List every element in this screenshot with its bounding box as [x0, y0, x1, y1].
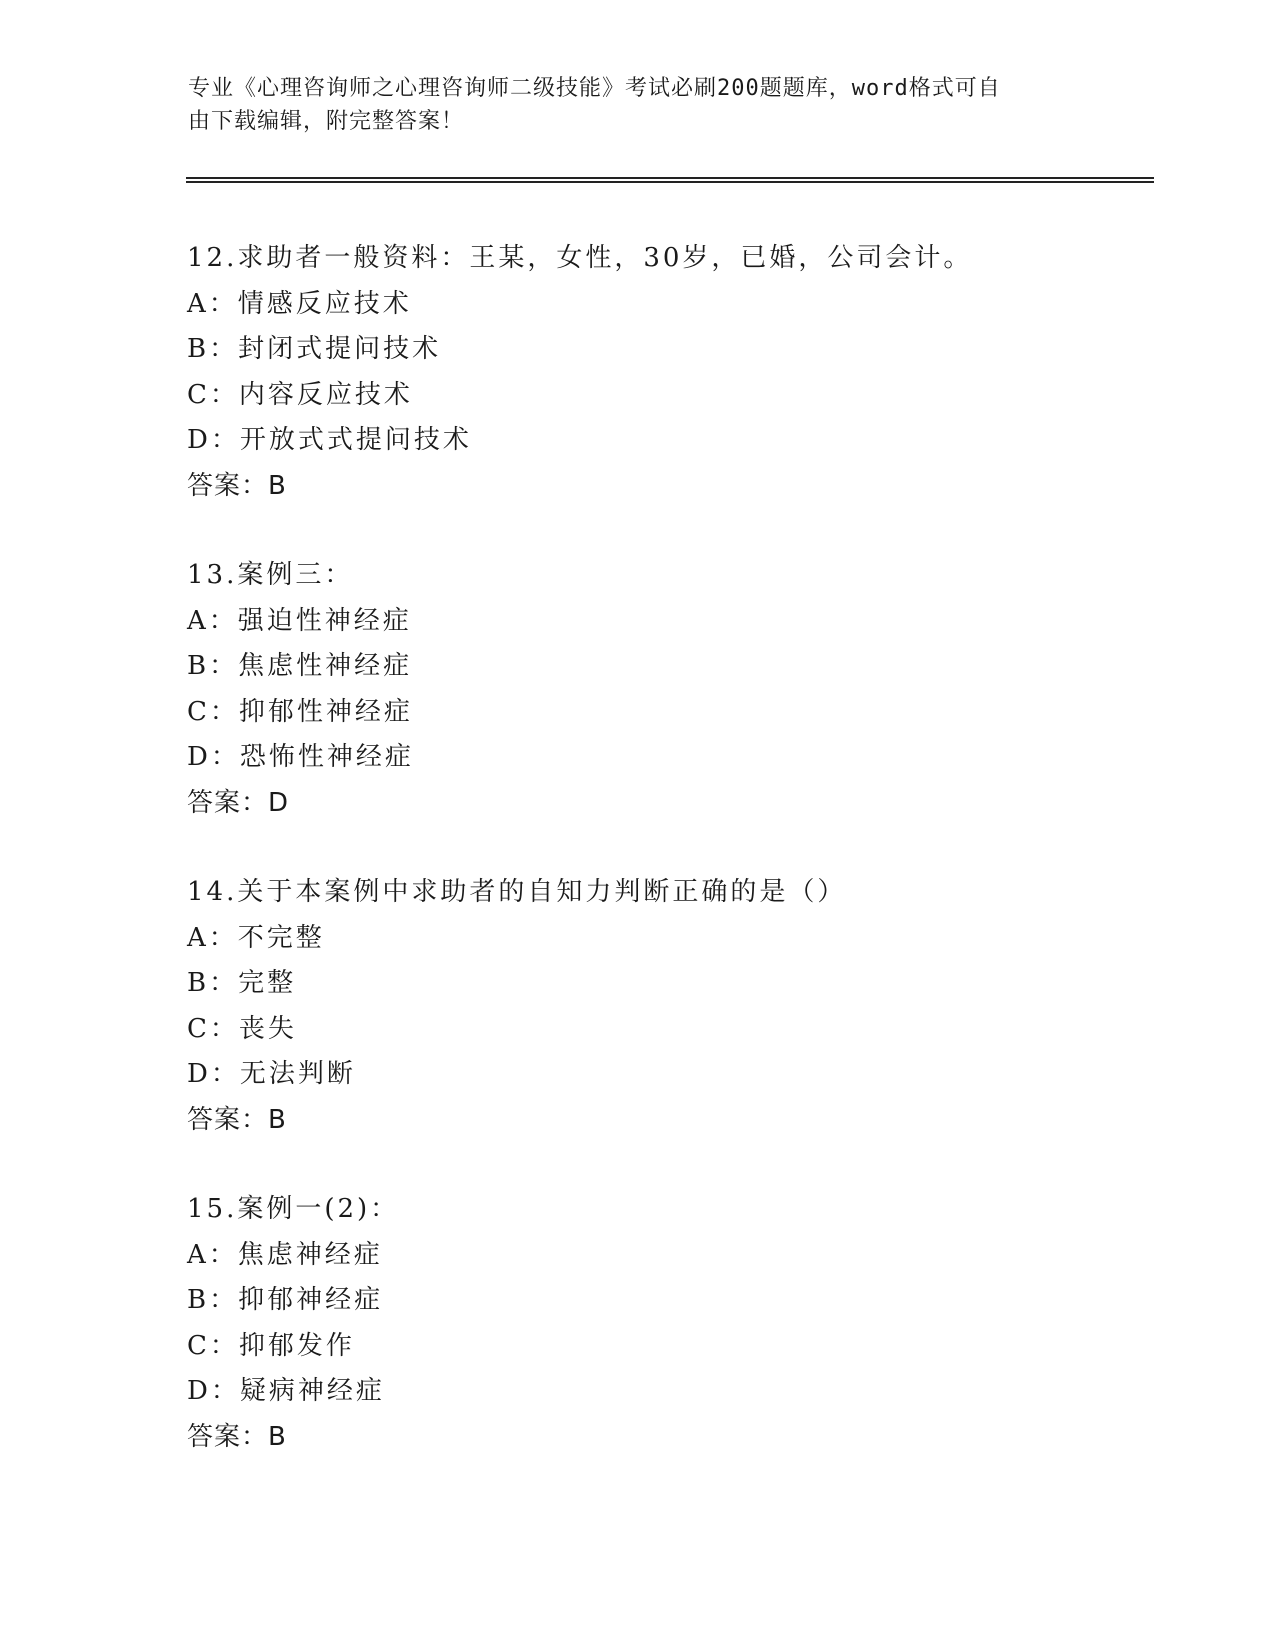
question-title: 13.案例三： [187, 560, 354, 590]
header-line-2: 由下载编辑，附完整答案！ [188, 109, 465, 134]
option-b: B：完整 [187, 968, 297, 998]
option-d: D：疑病神经症 [187, 1376, 385, 1406]
answer: 答案：D [187, 787, 290, 818]
option-b: B：焦虑性神经症 [187, 651, 413, 681]
answer: 答案：B [187, 470, 287, 501]
option-c: C：丧失 [187, 1013, 297, 1044]
option-d: D：开放式式提问技术 [187, 425, 472, 455]
option-a: A：情感反应技术 [187, 288, 412, 319]
question-14 [187, 870, 1147, 1143]
question-list [187, 236, 1147, 1504]
answer: 答案：B [187, 1421, 287, 1452]
answer: 答案：B [187, 1104, 287, 1135]
option-c: C：内容反应技术 [187, 379, 413, 410]
option-c: C：抑郁发作 [187, 1330, 355, 1361]
option-d: D：恐怖性神经症 [187, 742, 414, 772]
question-13 [187, 553, 1147, 826]
document-header [188, 72, 1068, 138]
question-title: 14.关于本案例中求助者的自知力判断正确的是（） [187, 877, 847, 907]
question-title: 15.案例一(2)： [187, 1194, 400, 1224]
header-line-1: 专业《心理咨询师之心理咨询师二级技能》考试必刷200题题库，word格式可自 [188, 76, 1001, 101]
header-divider [186, 177, 1154, 183]
question-12 [187, 236, 1147, 509]
option-b: B：抑郁神经症 [187, 1285, 384, 1315]
option-b: B：封闭式提问技术 [187, 334, 442, 364]
option-a: A：强迫性神经症 [187, 605, 412, 636]
option-c: C：抑郁性神经症 [187, 696, 413, 727]
question-15 [187, 1187, 1147, 1460]
option-d: D：无法判断 [187, 1059, 356, 1089]
option-a: A：焦虑神经症 [187, 1239, 383, 1270]
question-title: 12.求助者一般资料：王某，女性，30岁，已婚，公司会计。 [187, 243, 973, 273]
option-a: A：不完整 [187, 922, 325, 953]
